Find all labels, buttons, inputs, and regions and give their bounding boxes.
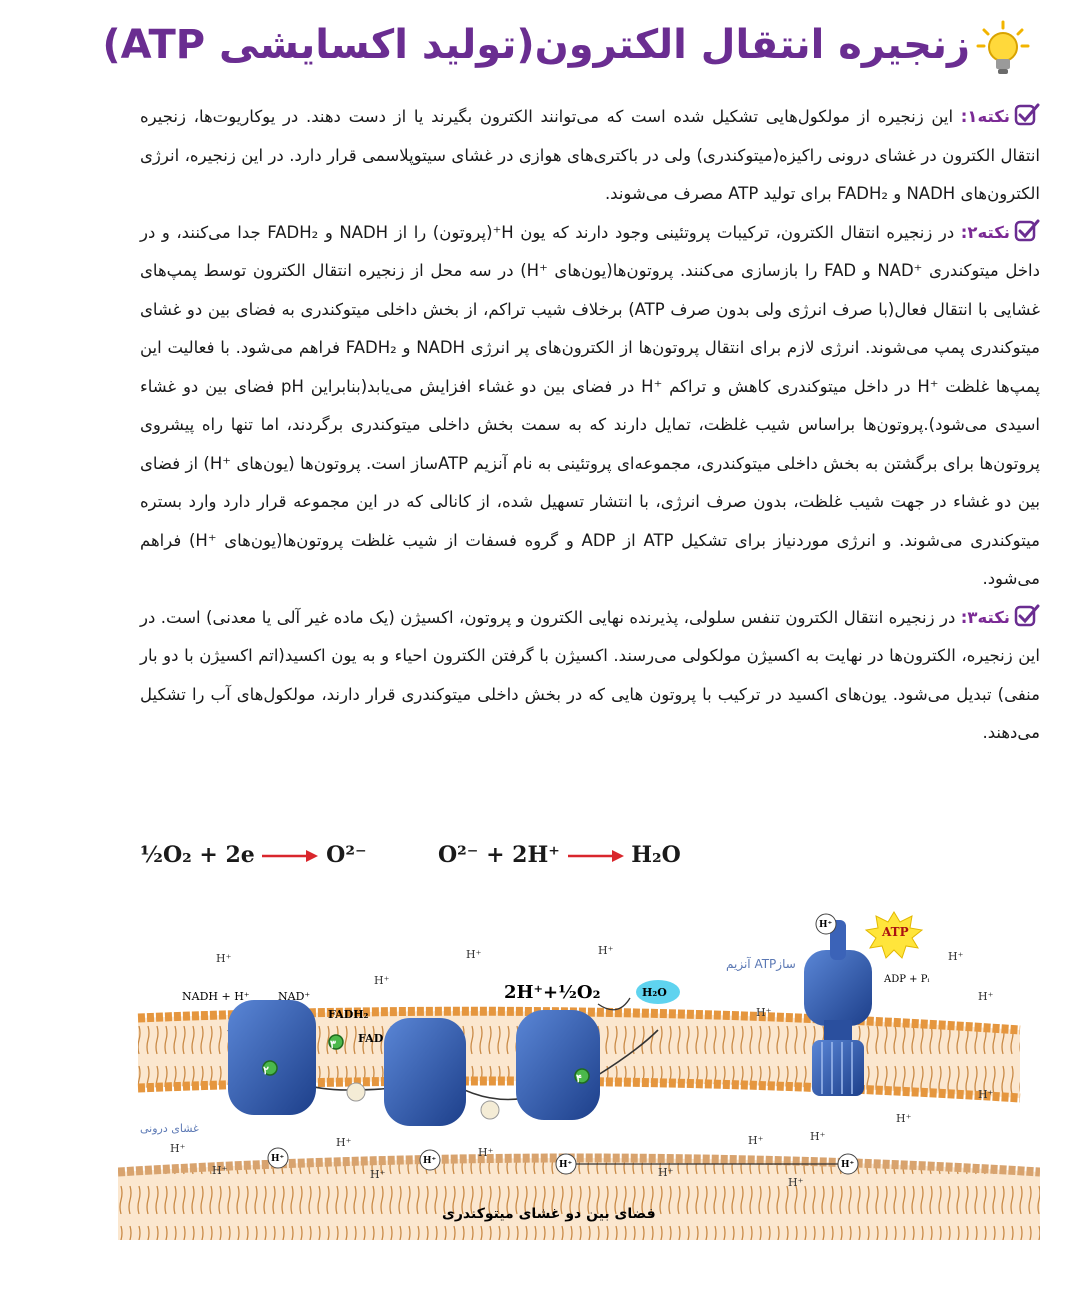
reaction-formulas — [140, 842, 740, 886]
note-3-label: نکته۳: — [960, 607, 1011, 627]
intermembrane-space-label: فضای بین دو غشای میتوکندری — [442, 1206, 656, 1222]
note-2-label: نکته۲: — [960, 222, 1010, 242]
svg-text:H⁺: H⁺ — [978, 990, 994, 1003]
notes-content — [140, 98, 1040, 753]
checkbox-icon — [1014, 102, 1040, 128]
note-1-text: این زنجیره از مولکول‌هایی تشکیل شده است که می‌توانند الکترون بگیرند یا از دست دهند. در یوکاریوت‌ها، زنجیره انتقال الکترون در غشای درونی راکیزه(میتوکندری) ولی در باکتری‌های هوازی در غشای سیتوپلاسمی قرار دارد. در این زنجیره، انرژی الکترون‌های NADH و FADH₂ برای تولید ATP مصرف می‌شوند. — [140, 107, 1040, 203]
svg-text:H⁺: H⁺ — [271, 1154, 285, 1164]
svg-text:H⁺: H⁺ — [370, 1168, 386, 1181]
complex-4 — [516, 1010, 600, 1120]
note-3-text: در زنجیره انتقال الکترون تنفس سلولی، پذیرنده نهایی الکترون و پروتون، اکسیژن (یک ماده غیر آلی یا معدنی) است. در این زنجیره، الکترون‌ها در نهایت به اکسیژن مولکولی می‌رسند. اکسیژن با گرفتن الکترون احیاء و به یون اکسید(اتم اکسیژن با دو بار منفی) تبدیل می‌شود. یون‌های اکسید در ترکیب با پروتون هایی که در بخش داخلی میتوکندری قرار دارند، مولکول‌های آب را تشکیل می‌دهند. — [140, 607, 1040, 742]
svg-text:H⁺: H⁺ — [598, 944, 614, 957]
svg-text:H⁺: H⁺ — [748, 1134, 764, 1147]
nadh-label: NADH + H⁺ — [182, 990, 250, 1003]
fad-label: FAD — [358, 1032, 384, 1045]
svg-text:H⁺: H⁺ — [336, 1136, 352, 1149]
svg-text:H⁺: H⁺ — [819, 920, 833, 930]
atp-synthase-label: آنزیم ATPساز — [726, 957, 796, 971]
svg-text:H⁺: H⁺ — [978, 1088, 994, 1101]
note-1 — [140, 98, 1040, 214]
svg-text:H⁺: H⁺ — [810, 1130, 826, 1143]
arrow-right-icon — [262, 848, 318, 864]
atp-label: ATP — [882, 925, 909, 939]
svg-text:H⁺: H⁺ — [896, 1112, 912, 1125]
page-title: زنجیره انتقال الکترون(تولید اکسایشی ATP) — [102, 22, 970, 68]
svg-text:H⁺: H⁺ — [423, 1156, 437, 1166]
nad-label: NAD⁺ — [278, 990, 311, 1003]
svg-text:H⁺: H⁺ — [788, 1176, 804, 1189]
note-2 — [140, 214, 1040, 599]
svg-text:H⁺: H⁺ — [478, 1146, 494, 1159]
note-3 — [140, 599, 1040, 753]
water-label: H₂O — [642, 986, 667, 999]
checkbox-icon — [1014, 603, 1040, 629]
formula-oxygen-reduction: ½O₂ + 2e O²⁻ — [140, 842, 367, 868]
svg-text:H⁺: H⁺ — [212, 1164, 228, 1177]
page-header — [60, 14, 1050, 94]
svg-text:H⁺: H⁺ — [466, 948, 482, 961]
inner-membrane-label: غشای درونی — [140, 1122, 199, 1135]
arrow-right-icon — [568, 848, 624, 864]
electron-transport-chain-diagram — [118, 900, 1040, 1240]
svg-text:H⁺: H⁺ — [948, 950, 964, 963]
svg-text:H⁺: H⁺ — [374, 974, 390, 987]
formula-water-formation: O²⁻ + 2H⁺ H₂O — [438, 842, 681, 868]
svg-text:۴: ۴ — [576, 1072, 582, 1085]
note-2-text: در زنجیره انتقال الکترون، ترکیبات پروتئینی وجود دارند که یون H⁺(پروتون) را از NADH و FADH₂ جدا می‌کنند، و در داخل میتوکندری ⁺NAD و FAD را بازسازی می‌کنند. پروتون‌ها(یون‌های ⁺H) در سه محل از زنجیره انتقال الکترون توسط پمپ‌های غشایی با انتقال فعال(با صرف انرژی ولی بدون صرف ATP) برخلاف شیب تراکم، از بخش داخلی میتوکندری به فضای بین دو غشای میتوکندری پمپ می‌شوند. انرژی لازم برای انتقال پروتون‌ها از الکترون‌های پر انرژی NADH و FADH₂ فراهم می‌شود. با فعالیت این پمپ‌ها غلظت ⁺H در داخل میتوکندری کاهش و تراکم ⁺H در فضای بین دو غشاء افزایش می‌یابد(بنابراین pH فضای بین دو غشاء اسیدی می‌شود).پروتون‌ها براساس شیب غلظت، تمایل دارند که به سمت بخش داخلی میتوکندری برگردند، اما تنها راه پیشروی پروتون‌ها برای برگشتن به بخش داخلی میتوکندری، مجموعه‌ای پروتئینی به نام آنزیم ATPساز است. پروتون‌ها (یون‌های ⁺H) از فضای بین دو غشاء در جهت شیب غلظت، بدون صرف انرژی، با انتشار تسهیل شده، از کانالی که در این مجموعه قرار دارد وارد بستره میتوکندری می‌شوند. و انرژی موردنیاز برای تشکیل ATP از ADP و گروه فسفات از شیب غلظت پروتون‌ها(یون‌های ⁺H) فراهم می‌شود. — [140, 222, 1040, 588]
oxygen-reaction-label: 2H⁺+½O₂ — [504, 982, 601, 1003]
svg-text:H⁺: H⁺ — [841, 1160, 855, 1170]
checkbox-icon — [1014, 218, 1040, 244]
atp-synthase — [804, 920, 872, 1096]
svg-text:H⁺: H⁺ — [170, 1142, 186, 1155]
complex-1 — [228, 1000, 316, 1115]
svg-text:۳: ۳ — [330, 1038, 336, 1051]
svg-text:H⁺: H⁺ — [658, 1166, 674, 1179]
svg-text:H⁺: H⁺ — [559, 1160, 573, 1170]
svg-text:H⁺: H⁺ — [756, 1006, 772, 1019]
svg-text:H⁺: H⁺ — [216, 952, 232, 965]
note-1-label: نکته۱: — [960, 107, 1010, 126]
fadh2-label: FADH₂ — [328, 1008, 369, 1021]
complex-3 — [384, 1018, 466, 1126]
lightbulb-icon — [976, 20, 1030, 80]
svg-text:۲: ۲ — [263, 1064, 269, 1077]
adp-label: ADP + Pᵢ — [884, 974, 930, 985]
